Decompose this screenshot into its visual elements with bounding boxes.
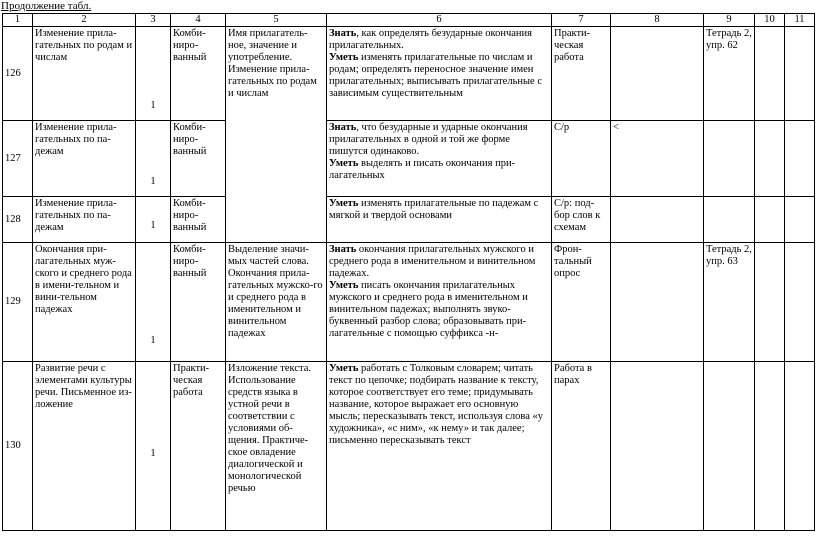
lesson-number: 127 — [3, 121, 33, 197]
header-cell: 3 — [136, 14, 171, 27]
lesson-hours: 1 — [136, 121, 171, 197]
col8-cell — [611, 197, 704, 243]
header-cell: 10 — [755, 14, 785, 27]
table-row — [3, 121, 815, 197]
requirement-text: писать окончания прилагательных мужского и среднего рода в именительном и винительном падежах; выполнять звуко-буквенный разбор слова; образовывать при-лагательные с помощью суффикса -н- — [329, 280, 528, 339]
table-row — [3, 197, 815, 243]
empty-cell — [755, 197, 785, 243]
requirements — [327, 362, 552, 531]
empty-cell — [785, 243, 815, 362]
lesson-hours: 1 — [136, 362, 171, 531]
col8-cell — [611, 27, 704, 121]
col8-cell: < — [611, 121, 704, 197]
lesson-number: 129 — [3, 243, 33, 362]
lesson-number: 126 — [3, 27, 33, 121]
homework — [704, 121, 755, 197]
lesson-type: Комби-ниро-ванный — [171, 121, 226, 197]
requirement-text: работать с Толковым словарем; читать текст по цепочке; подбирать название к тексту, которое соответствует его теме; придумывать название, которое выражает его основную мысль; пересказывать текст, используя слова «у художника», «с ним», «к нему» и так далее; письменно пересказывать текст — [329, 363, 544, 446]
lesson-topic: Окончания при-лагательных муж-ского и среднего рода в имени-тельном и вини-тельном падежах — [33, 243, 136, 362]
homework: Тетрадь 2, упр. 62 — [704, 27, 755, 121]
header-cell: 4 — [171, 14, 226, 27]
lesson-type: Практи-ческая работа — [171, 362, 226, 531]
requirement-keyword: Знать — [329, 244, 357, 255]
lesson-hours: 1 — [136, 27, 171, 121]
lesson-topic: Изменение прила-гательных по па-дежам — [33, 121, 136, 197]
requirement-text: изменять прилагательные по числам и родам; определять переносное значение имен прилагательных; выписывать прилагательные с зависимым существительным — [329, 52, 542, 99]
table-row — [3, 27, 815, 121]
header-cell: 2 — [33, 14, 136, 27]
empty-cell — [755, 27, 785, 121]
header-cell: 7 — [552, 14, 611, 27]
homework — [704, 362, 755, 531]
control-type: Фрон-тальный опрос — [552, 243, 611, 362]
requirement-text: изменять прилагательные по падежам с мягкой и твердой основами — [329, 198, 539, 221]
requirement-text: окончания прилагательных мужского и среднего рода в именительном и винительном падежах. — [329, 244, 536, 279]
control-type: Работа в парах — [552, 362, 611, 531]
header-cell: 5 — [226, 14, 327, 27]
col8-cell — [611, 362, 704, 531]
requirement-keyword: Уметь — [329, 158, 359, 169]
empty-cell — [755, 121, 785, 197]
empty-cell — [785, 197, 815, 243]
lesson-type: Комби-ниро-ванный — [171, 243, 226, 362]
table-continuation-caption: Продолжение табл. — [1, 0, 92, 12]
empty-cell — [755, 362, 785, 531]
empty-cell — [785, 362, 815, 531]
lesson-hours: 1 — [136, 243, 171, 362]
content-elements: Выделение значи-мых частей слова. Окончания прила-гательных мужско-го и среднего рода в именительном и винительном падежах — [226, 243, 327, 362]
requirement-keyword: Уметь — [329, 363, 359, 374]
control-type: С/р — [552, 121, 611, 197]
header-row — [3, 14, 815, 27]
lesson-number: 128 — [3, 197, 33, 243]
empty-cell — [785, 27, 815, 121]
content-elements: Имя прилагатель-ное, значение и употребление. Изменение прила-гательных по родам и числам — [226, 27, 327, 243]
requirement-keyword: Уметь — [329, 280, 359, 291]
header-cell: 6 — [327, 14, 552, 27]
table-row — [3, 362, 815, 531]
lesson-hours: 1 — [136, 197, 171, 243]
requirement-text: выделять и писать окончания при-лагательных — [329, 158, 516, 181]
content-elements: Изложение текста. Использование средств языка в устной речи в соответствии с условиями об-щения. Практиче-ское овладение диалогической и монологической речью — [226, 362, 327, 531]
lesson-type: Комби-ниро-ванный — [171, 27, 226, 121]
control-type: Практи-ческая работа — [552, 27, 611, 121]
col8-cell — [611, 243, 704, 362]
control-type: С/р: под-бор слов к схемам — [552, 197, 611, 243]
requirement-keyword: Знать — [329, 122, 357, 133]
requirement-keyword: Знать — [329, 28, 357, 39]
lesson-topic: Изменение прила-гательных по родам и числам — [33, 27, 136, 121]
requirements — [327, 197, 552, 243]
header-cell: 11 — [785, 14, 815, 27]
requirement-keyword: Уметь — [329, 198, 359, 209]
lesson-number: 130 — [3, 362, 33, 531]
header-cell: 1 — [3, 14, 33, 27]
header-cell: 9 — [704, 14, 755, 27]
empty-cell — [785, 121, 815, 197]
lesson-topic: Изменение прила-гательных по па-дежам — [33, 197, 136, 243]
requirement-text: , что безударные и ударные окончания прилагательных в одной и той же форме пишутся одинаково. — [329, 122, 528, 157]
table-row — [3, 243, 815, 362]
homework — [704, 197, 755, 243]
requirements — [327, 121, 552, 197]
header-cell: 8 — [611, 14, 704, 27]
requirement-text: , как определять безударные окончания прилагательных. — [329, 28, 532, 51]
requirement-keyword: Уметь — [329, 52, 359, 63]
requirements — [327, 27, 552, 121]
homework: Тетрадь 2, упр. 63 — [704, 243, 755, 362]
requirements — [327, 243, 552, 362]
empty-cell — [755, 243, 785, 362]
lesson-type: Комби-ниро-ванный — [171, 197, 226, 243]
lesson-plan-table — [2, 13, 815, 531]
lesson-topic: Развитие речи с элементами культуры речи. Письменное из-ложение — [33, 362, 136, 531]
